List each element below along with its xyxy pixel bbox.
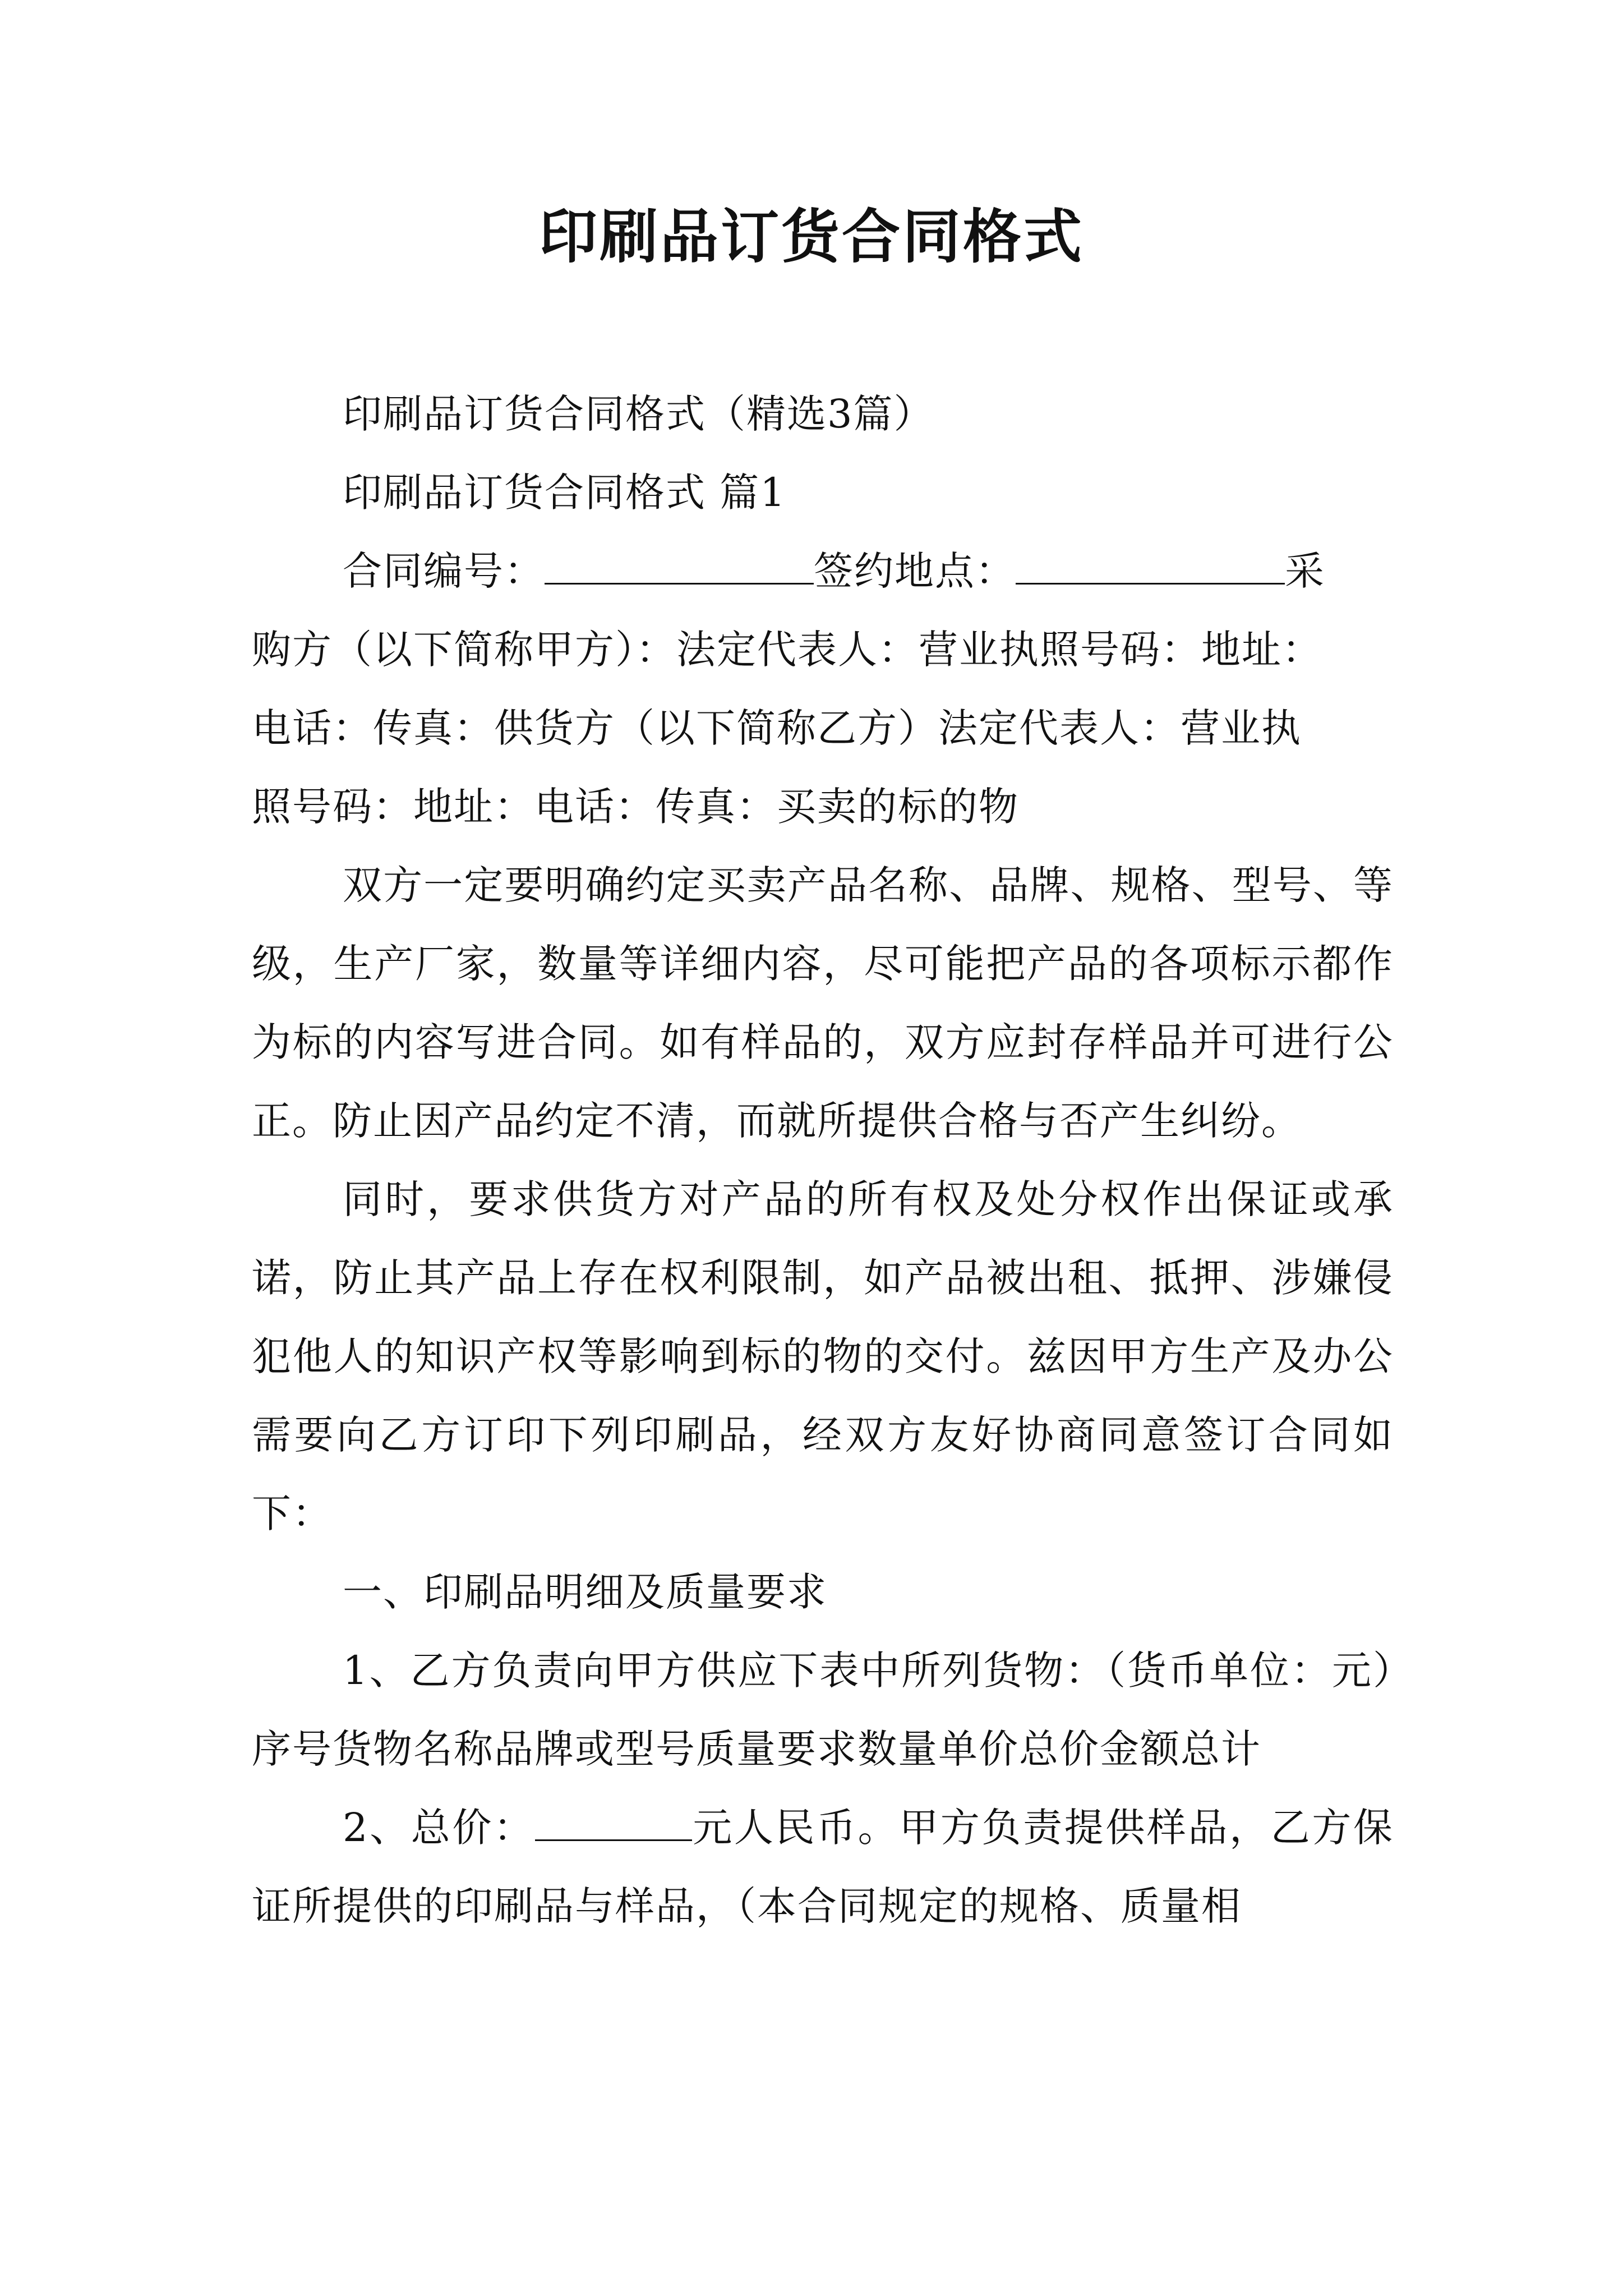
document-title: 印刷品订货合同格式: [538, 202, 1084, 271]
clause-two-paragraph: [252, 1788, 1394, 1945]
subject-matter-paragraph: 双方一定要明确约定买卖产品名称、品牌、规格、型号、等级，生产厂家，数量等详细内容，尽可能把产品的各项标示都作为标的内容写进合同。如有样品的，双方应封存样品并可进行公正。防止因产品约定不清，而就所提供合格与否产生纠纷。: [252, 862, 1394, 1144]
total-price-blank: [535, 1807, 692, 1841]
total-price-label: 2、总价：: [343, 1805, 535, 1851]
clause-one-paragraph: 1、乙方负责向甲方供应下表中所列货物：（货币单位：元）序号货物名称品牌或型号质量要求数量单价总价金额总计: [252, 1648, 1394, 1772]
party-line: 照号码：地址：电话：传真：买卖的标的物: [252, 784, 1019, 830]
collection-heading: 印刷品订货合同格式（精选3篇）: [343, 391, 934, 437]
contract-info-line: [252, 532, 1394, 610]
part-heading: 印刷品订货合同格式 篇1: [343, 470, 786, 516]
document-body: [252, 375, 1394, 1945]
sign-place-blank: [1016, 550, 1285, 585]
sign-place-label: 签约地点：: [814, 548, 1016, 594]
clause-two-text: 元人民币。甲方负责提供样品，乙方保证所提供的印刷品与样品，（本合同规定的规格、质量相: [252, 1805, 1394, 1929]
party-line: 电话：传真：供货方（以下简称乙方）法定代表人：营业执: [252, 705, 1302, 751]
contract-number-blank: [545, 550, 814, 585]
section-heading: 一、印刷品明细及质量要求: [343, 1569, 827, 1615]
contract-line-tail: 采: [1285, 548, 1325, 594]
contract-number-label: 合同编号：: [343, 548, 545, 594]
party-line: 购方（以下简称甲方）：法定代表人：营业执照号码：地址：: [252, 627, 1322, 673]
guarantee-paragraph: 同时，要求供货方对产品的所有权及处分权作出保证或承诺，防止其产品上存在权利限制，如产品被出租、抵押、涉嫌侵犯他人的知识产权等影响到标的物的交付。兹因甲方生产及办公需要向乙方订印下列印刷品，经双方友好协商同意签订合同如下：: [252, 1176, 1394, 1536]
